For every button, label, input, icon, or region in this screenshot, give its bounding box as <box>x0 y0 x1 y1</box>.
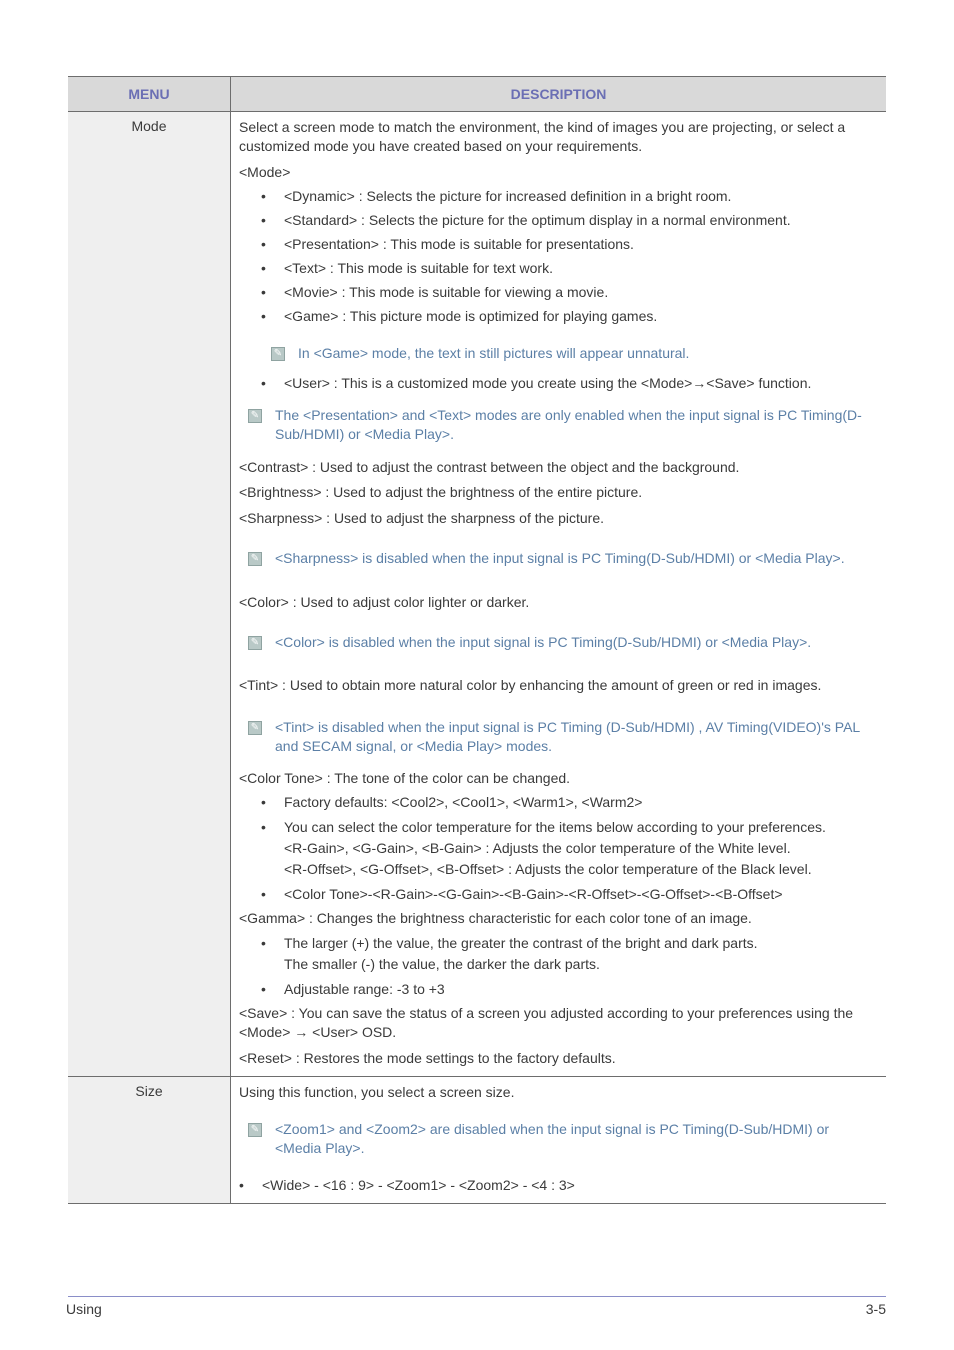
list-item <box>261 933 878 975</box>
color-tone-offset: <R-Offset>, <G-Offset>, <B-Offset> : Adjusts the color temperature of the Black level. <box>284 861 812 877</box>
bullet-icon: • <box>261 794 266 810</box>
table-row-mode <box>68 112 886 1077</box>
note-icon: ✎ <box>248 409 262 423</box>
list-item <box>261 374 878 393</box>
color-tone-defaults: Factory defaults: <Cool2>, <Cool1>, <Warm1>, <Warm2> <box>284 794 643 810</box>
game-note <box>239 344 878 363</box>
gamma-range: Adjustable range: -3 to +3 <box>284 981 445 997</box>
list-item <box>261 307 878 326</box>
mode-user: <User> : This is a customized mode you create using the <Mode>→<Save> function. <box>284 375 812 391</box>
size-options: <Wide> - <16 : 9> - <Zoom1> - <Zoom2> - <4 : 3> <box>262 1177 575 1193</box>
user-mode-list <box>239 374 878 393</box>
list-item <box>239 1176 878 1195</box>
menu-cell-size: Size <box>68 1077 231 1204</box>
note-icon: ✎ <box>248 721 262 735</box>
list-item <box>261 885 878 904</box>
bullet-icon: • <box>261 935 266 951</box>
list-item <box>261 817 878 880</box>
contrast-text: <Contrast> : Used to adjust the contrast between the object and the background. <box>239 459 740 475</box>
zoom-note-text: <Zoom1> and <Zoom2> are disabled when the input signal is PC Timing(D-Sub/HDMI) or <Media Play>. <box>275 1121 830 1156</box>
description-column-header: DESCRIPTION <box>231 77 887 112</box>
bullet-icon: • <box>261 212 266 228</box>
footer-section-name: Using <box>66 1301 102 1317</box>
tint-text: <Tint> : Used to obtain more natural color by enhancing the amount of green or red in images. <box>239 677 822 693</box>
note-icon: ✎ <box>248 636 262 650</box>
gamma-list <box>239 933 878 999</box>
reset-text: <Reset> : Restores the mode settings to the factory defaults. <box>239 1050 616 1066</box>
bullet-icon: • <box>261 819 266 835</box>
zoom-note <box>239 1120 878 1158</box>
mode-text: <Text> : This mode is suitable for text work. <box>284 260 553 276</box>
gamma-smaller: The smaller (-) the value, the darker the dark parts. <box>284 956 600 972</box>
list-item <box>261 793 878 812</box>
list-item <box>261 283 878 302</box>
color-note-text: <Color> is disabled when the input signal is PC Timing(D-Sub/HDMI) or <Media Play>. <box>275 634 812 650</box>
footer-divider <box>68 1296 886 1297</box>
size-options-list <box>239 1176 878 1195</box>
footer-page-number: 3-5 <box>865 1301 886 1317</box>
gamma-larger: The larger (+) the value, the greater the contrast of the bright and dark parts. <box>284 935 758 951</box>
bullet-icon: • <box>261 308 266 324</box>
list-item <box>261 187 878 206</box>
color-text: <Color> : Used to adjust color lighter or darker. <box>239 594 530 610</box>
color-note <box>239 633 878 652</box>
list-item <box>261 211 878 230</box>
bullet-icon: • <box>261 981 266 997</box>
sharpness-text: <Sharpness> : Used to adjust the sharpness of the picture. <box>239 510 604 526</box>
presentation-note-text: The <Presentation> and <Text> modes are only enabled when the input signal is PC Timing(D-Sub/HDMI) or <Media Play>. <box>275 407 862 442</box>
mode-intro: Select a screen mode to match the environment, the kind of images you are projecting, or select a customized mode you have created based on your requirements. <box>239 119 846 154</box>
bullet-icon: • <box>261 284 266 300</box>
note-icon: ✎ <box>248 1123 262 1137</box>
description-cell-mode <box>231 112 887 1077</box>
sharpness-note <box>239 549 878 568</box>
sharpness-note-text: <Sharpness> is disabled when the input signal is PC Timing(D-Sub/HDMI) or <Media Play>. <box>275 550 845 566</box>
mode-label: <Mode> <box>239 164 291 180</box>
color-tone-gain: <R-Gain>, <G-Gain>, <B-Gain> : Adjusts the color temperature of the White level. <box>284 840 791 856</box>
mode-standard: <Standard> : Selects the picture for the optimum display in a normal environment. <box>284 212 791 228</box>
color-tone-sequence: <Color Tone>-<R-Gain>-<G-Gain>-<B-Gain>-<R-Offset>-<G-Offset>-<B-Offset> <box>284 886 783 902</box>
mode-dynamic: <Dynamic> : Selects the picture for increased definition in a bright room. <box>284 188 732 204</box>
menu-cell-mode: Mode <box>68 112 231 1077</box>
table-header-row <box>68 77 886 112</box>
menu-column-header: MENU <box>68 77 231 112</box>
mode-game: <Game> : This picture mode is optimized for playing games. <box>284 308 658 324</box>
bullet-icon: • <box>261 886 266 902</box>
bullet-icon: • <box>261 188 266 204</box>
bullet-icon: • <box>261 236 266 252</box>
gamma-text: <Gamma> : Changes the brightness characteristic for each color tone of an image. <box>239 910 752 926</box>
description-cell-size <box>231 1077 887 1204</box>
bullet-icon: • <box>239 1177 244 1193</box>
game-note-text: In <Game> mode, the text in still pictures will appear unnatural. <box>298 345 690 361</box>
tint-note-text: <Tint> is disabled when the input signal is PC Timing (D-Sub/HDMI) , AV Timing(VIDEO)'s PAL and SECAM signal, or <Media Play> modes. <box>275 719 860 754</box>
save-text: <Save> : You can save the status of a screen you adjusted according to your preferences using the <Mode> → <User> OSD. <box>239 1005 854 1040</box>
bullet-icon: • <box>261 375 266 391</box>
mode-list <box>239 187 878 326</box>
color-tone-custom: You can select the color temperature for the items below according to your preferences. <box>284 819 826 835</box>
note-icon: ✎ <box>248 552 262 566</box>
mode-presentation: <Presentation> : This mode is suitable for presentations. <box>284 236 634 252</box>
settings-table <box>68 76 886 1204</box>
color-tone-list <box>239 793 878 904</box>
table-row-size <box>68 1077 886 1204</box>
list-item <box>261 259 878 278</box>
note-icon: ✎ <box>271 347 285 361</box>
mode-movie: <Movie> : This mode is suitable for viewing a movie. <box>284 284 609 300</box>
list-item <box>261 235 878 254</box>
color-tone-text: <Color Tone> : The tone of the color can be changed. <box>239 770 571 786</box>
tint-note <box>239 718 878 756</box>
presentation-note <box>239 406 878 444</box>
bullet-icon: • <box>261 260 266 276</box>
list-item <box>261 980 878 999</box>
brightness-text: <Brightness> : Used to adjust the brightness of the entire picture. <box>239 484 643 500</box>
size-intro: Using this function, you select a screen size. <box>239 1084 515 1100</box>
